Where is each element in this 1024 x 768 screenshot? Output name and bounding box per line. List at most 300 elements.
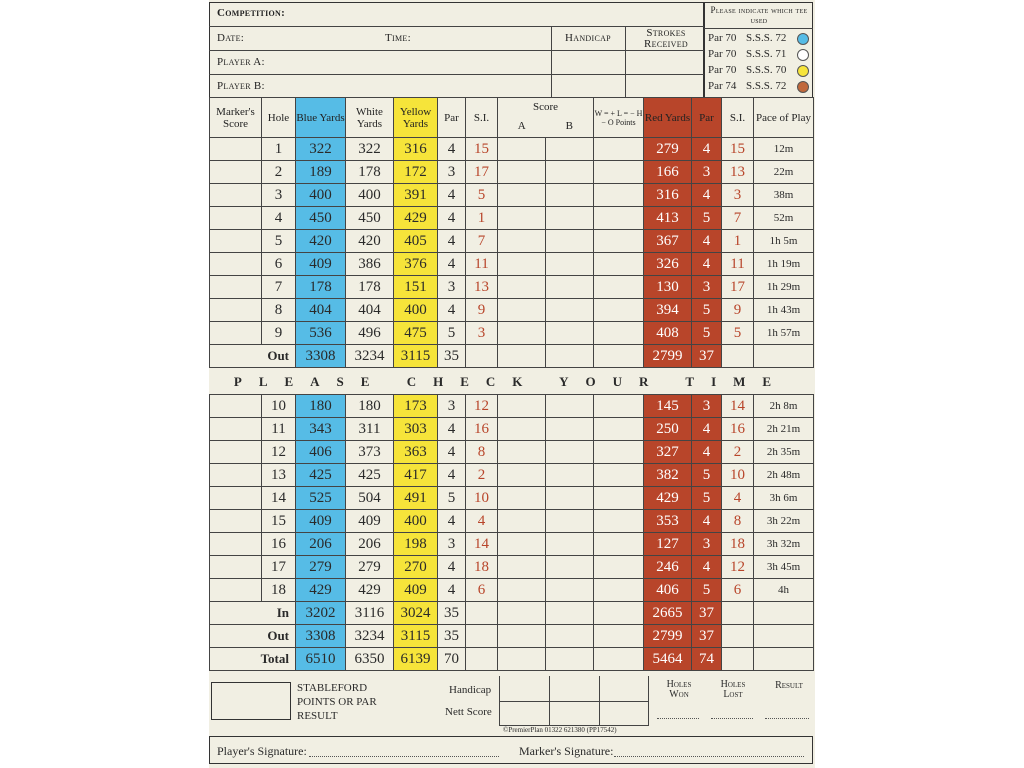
marker-score-cell[interactable]	[210, 207, 262, 230]
score-a-total-cell[interactable]	[498, 602, 546, 625]
marker-score-cell[interactable]	[210, 184, 262, 207]
marker-score-cell[interactable]	[210, 138, 262, 161]
white-yards-cell: 496	[346, 322, 394, 345]
time-field[interactable]	[419, 28, 547, 48]
points-cell[interactable]	[594, 556, 644, 579]
red-si-total-cell	[722, 648, 754, 671]
score-b-cell[interactable]	[546, 556, 594, 579]
pace-of-play-cell: 2h 8m	[754, 395, 814, 418]
points-cell[interactable]	[594, 276, 644, 299]
header-line-3	[209, 74, 704, 75]
red-par-cell: 3	[692, 395, 722, 418]
red-si-total-cell	[722, 345, 754, 368]
score-b-cell[interactable]	[546, 418, 594, 441]
score-a-cell[interactable]	[498, 207, 546, 230]
pace-of-play-cell: 2h 35m	[754, 441, 814, 464]
yellow-yards-cell: 303	[394, 418, 438, 441]
blue-yards-header: Blue Yards	[296, 98, 346, 138]
marker-score-cell[interactable]	[210, 299, 262, 322]
yellow-yards-cell: 172	[394, 161, 438, 184]
score-a-cell[interactable]	[498, 253, 546, 276]
stroke-index-cell: 13	[466, 276, 498, 299]
red-par-cell: 3	[692, 533, 722, 556]
pace-of-play-cell: 1h 29m	[754, 276, 814, 299]
red-stroke-index-cell: 14	[722, 395, 754, 418]
white-yards-cell: 504	[346, 487, 394, 510]
red-stroke-index-cell: 17	[722, 276, 754, 299]
handicap-header-label: Handicap	[565, 32, 611, 44]
red-yards-total-cell: 2665	[644, 602, 692, 625]
blue-total-cell: 3202	[296, 602, 346, 625]
score-a-cell[interactable]	[498, 299, 546, 322]
score-b-cell[interactable]	[546, 579, 594, 602]
red-si-total-cell	[722, 602, 754, 625]
points-cell[interactable]	[594, 418, 644, 441]
points-total-cell[interactable]	[594, 345, 644, 368]
points-total-cell[interactable]	[594, 625, 644, 648]
in-total-row	[210, 602, 814, 625]
nett-score-label: Nett Score	[445, 706, 492, 718]
white-yards-cell: 409	[346, 510, 394, 533]
pace-of-play-cell: 1h 19m	[754, 253, 814, 276]
yellow-total-cell: 6139	[394, 648, 438, 671]
points-total-cell[interactable]	[594, 648, 644, 671]
total-spacer	[210, 648, 296, 671]
holes-won-label: Holes Won	[666, 679, 692, 700]
score-b-cell[interactable]	[546, 276, 594, 299]
yellow-yards-cell: 475	[394, 322, 438, 345]
score-b-cell[interactable]	[546, 533, 594, 556]
blue-yards-cell: 406	[296, 441, 346, 464]
red-yards-total-cell: 5464	[644, 648, 692, 671]
printer-credit: ©PremierPlan 01322 621380 (PP17542)	[503, 726, 617, 734]
header-vline-1	[551, 26, 552, 98]
points-cell[interactable]	[594, 322, 644, 345]
points-cell[interactable]	[594, 299, 644, 322]
hole-row	[210, 161, 814, 184]
red-yards-cell: 413	[644, 207, 692, 230]
tee-row-blue[interactable]	[706, 30, 812, 46]
red-par-cell: 4	[692, 418, 722, 441]
marker-score-cell[interactable]	[210, 533, 262, 556]
score-a-cell[interactable]	[498, 487, 546, 510]
points-cell[interactable]	[594, 441, 644, 464]
score-a-cell[interactable]	[498, 276, 546, 299]
hole-number: 15	[262, 510, 296, 533]
blue-total-cell: 3308	[296, 625, 346, 648]
tee-title-divider	[704, 28, 813, 29]
blue-yards-cell: 525	[296, 487, 346, 510]
yellow-yards-cell: 270	[394, 556, 438, 579]
out-total-row	[210, 345, 814, 368]
red-yards-total-cell: 2799	[644, 345, 692, 368]
red-par-cell: 3	[692, 276, 722, 299]
hole-number: 6	[262, 253, 296, 276]
competition-field[interactable]	[299, 4, 699, 24]
points-cell[interactable]	[594, 138, 644, 161]
score-a-total-cell[interactable]	[498, 648, 546, 671]
hole-row	[210, 299, 814, 322]
pace-of-play-cell: 22m	[754, 161, 814, 184]
pace-of-play-cell: 2h 48m	[754, 464, 814, 487]
column-header-row	[210, 98, 814, 138]
header-vline-2	[625, 26, 626, 98]
si-total-cell	[466, 602, 498, 625]
total-label: Out	[267, 627, 289, 643]
red-yards-cell: 250	[644, 418, 692, 441]
white-total-cell: 3234	[346, 625, 394, 648]
stroke-index-cell: 9	[466, 299, 498, 322]
yellow-tee-dot-icon	[797, 65, 809, 77]
score-b-total-cell[interactable]	[546, 345, 594, 368]
white-total-cell: 3234	[346, 345, 394, 368]
par-cell: 4	[438, 299, 466, 322]
pace-of-play-cell: 3h 22m	[754, 510, 814, 533]
score-a-cell[interactable]	[498, 138, 546, 161]
par-cell: 4	[438, 579, 466, 602]
score-b-cell[interactable]	[546, 207, 594, 230]
red-stroke-index-cell: 3	[722, 184, 754, 207]
white-tee-dot-icon	[797, 49, 809, 61]
red-tee-dot-icon	[797, 81, 809, 93]
score-header	[498, 98, 594, 138]
white-yards-cell: 404	[346, 299, 394, 322]
score-a-cell[interactable]	[498, 579, 546, 602]
red-par-cell: 4	[692, 556, 722, 579]
blue-yards-cell: 536	[296, 322, 346, 345]
red-si-total-cell	[722, 625, 754, 648]
par-total-cell: 35	[438, 625, 466, 648]
hole-row	[210, 395, 814, 418]
yellow-yards-cell: 173	[394, 395, 438, 418]
score-b-total-cell[interactable]	[546, 625, 594, 648]
score-a-cell[interactable]	[498, 464, 546, 487]
white-yards-cell: 180	[346, 395, 394, 418]
white-yards-cell: 425	[346, 464, 394, 487]
stableford-box[interactable]	[211, 682, 291, 720]
date-field[interactable]	[259, 28, 379, 48]
score-a-cell[interactable]	[498, 418, 546, 441]
score-b-total-cell[interactable]	[546, 602, 594, 625]
pace-of-play-cell: 3h 32m	[754, 533, 814, 556]
par-total-cell: 35	[438, 602, 466, 625]
hole-number: 16	[262, 533, 296, 556]
hole-row	[210, 418, 814, 441]
points-cell[interactable]	[594, 207, 644, 230]
hole-number: 10	[262, 395, 296, 418]
result-field[interactable]	[765, 718, 809, 719]
pace-total-cell	[754, 648, 814, 671]
red-yards-cell: 367	[644, 230, 692, 253]
score-a-cell[interactable]	[498, 510, 546, 533]
nett-score-b-field[interactable]	[550, 702, 598, 725]
red-stroke-index-cell: 9	[722, 299, 754, 322]
blue-yards-cell: 404	[296, 299, 346, 322]
red-stroke-index-cell: 8	[722, 510, 754, 533]
red-yards-cell: 279	[644, 138, 692, 161]
score-b-cell[interactable]	[546, 299, 594, 322]
points-cell[interactable]	[594, 510, 644, 533]
handicap-a-field[interactable]	[500, 677, 548, 700]
marker-score-cell[interactable]	[210, 464, 262, 487]
points-total-cell[interactable]	[594, 602, 644, 625]
stableford-label: STABLEFORD POINTS OR PAR RESULT	[297, 682, 377, 722]
yellow-yards-cell: 316	[394, 138, 438, 161]
par-cell: 5	[438, 487, 466, 510]
score-b-cell[interactable]	[546, 230, 594, 253]
marker-score-cell[interactable]	[210, 161, 262, 184]
yellow-yards-cell: 409	[394, 579, 438, 602]
red-yards-cell: 408	[644, 322, 692, 345]
score-a-cell[interactable]	[498, 184, 546, 207]
pace-of-play-cell: 52m	[754, 207, 814, 230]
score-a-cell[interactable]	[498, 556, 546, 579]
points-cell[interactable]	[594, 253, 644, 276]
red-par-header: Par	[692, 98, 722, 138]
marker-score-header: Marker's Score	[210, 98, 262, 138]
marker-score-cell[interactable]	[210, 395, 262, 418]
hole-row	[210, 322, 814, 345]
red-stroke-index-cell: 6	[722, 579, 754, 602]
red-yards-cell: 406	[644, 579, 692, 602]
stroke-index-cell: 12	[466, 395, 498, 418]
hole-number: 8	[262, 299, 296, 322]
hole-row	[210, 230, 814, 253]
marker-score-cell[interactable]	[210, 253, 262, 276]
hole-number: 12	[262, 441, 296, 464]
holes-lost-field[interactable]	[711, 718, 753, 719]
red-yards-cell: 246	[644, 556, 692, 579]
player-a-label: Player A:	[217, 56, 265, 68]
holes-lost-label: Holes Lost	[720, 679, 746, 700]
par-cell: 5	[438, 322, 466, 345]
total-spacer	[210, 602, 296, 625]
stroke-index-cell: 8	[466, 441, 498, 464]
red-par-cell: 4	[692, 510, 722, 533]
blue-tee-dot-icon	[797, 33, 809, 45]
marker-score-cell[interactable]	[210, 441, 262, 464]
handicap-footer-label: Handicap	[449, 684, 492, 696]
score-a-total-cell[interactable]	[498, 625, 546, 648]
red-par-cell: 4	[692, 138, 722, 161]
white-yards-cell: 373	[346, 441, 394, 464]
points-cell[interactable]	[594, 533, 644, 556]
score-a-header: A	[517, 120, 526, 132]
red-yards-cell: 429	[644, 487, 692, 510]
marker-score-cell[interactable]	[210, 556, 262, 579]
holes-won-field[interactable]	[657, 718, 699, 719]
score-a-total-cell[interactable]	[498, 345, 546, 368]
red-stroke-index-cell: 13	[722, 161, 754, 184]
score-b-cell[interactable]	[546, 464, 594, 487]
score-b-cell[interactable]	[546, 395, 594, 418]
points-cell[interactable]	[594, 184, 644, 207]
red-stroke-index-cell: 1	[722, 230, 754, 253]
par-cell: 3	[438, 395, 466, 418]
hole-number: 3	[262, 184, 296, 207]
blue-yards-cell: 409	[296, 510, 346, 533]
marker-score-cell[interactable]	[210, 579, 262, 602]
red-par-cell: 5	[692, 464, 722, 487]
hole-row	[210, 579, 814, 602]
hole-number: 11	[262, 418, 296, 441]
marker-score-cell[interactable]	[210, 487, 262, 510]
stroke-index-cell: 1	[466, 207, 498, 230]
white-total-cell: 6350	[346, 648, 394, 671]
marker-score-cell[interactable]	[210, 510, 262, 533]
total-label: Out	[267, 347, 289, 363]
score-a-cell[interactable]	[498, 230, 546, 253]
score-b-cell[interactable]	[546, 322, 594, 345]
points-cell[interactable]	[594, 487, 644, 510]
marker-score-cell[interactable]	[210, 230, 262, 253]
red-par-cell: 5	[692, 207, 722, 230]
pace-of-play-cell: 3h 6m	[754, 487, 814, 510]
red-yards-cell: 127	[644, 533, 692, 556]
yellow-yards-cell: 491	[394, 487, 438, 510]
score-a-cell[interactable]	[498, 322, 546, 345]
total-spacer	[210, 345, 296, 368]
white-total-cell: 3116	[346, 602, 394, 625]
par-cell: 3	[438, 276, 466, 299]
marker-score-cell[interactable]	[210, 418, 262, 441]
points-cell[interactable]	[594, 579, 644, 602]
pace-of-play-cell: 3h 45m	[754, 556, 814, 579]
red-par-cell: 4	[692, 253, 722, 276]
score-b-cell[interactable]	[546, 253, 594, 276]
red-par-total-cell: 37	[692, 625, 722, 648]
red-stroke-index-cell: 16	[722, 418, 754, 441]
par-header: Par	[438, 98, 466, 138]
result-label: Result	[775, 680, 803, 691]
score-b-total-cell[interactable]	[546, 648, 594, 671]
nett-score-a-field[interactable]	[500, 702, 548, 725]
blue-yards-cell: 279	[296, 556, 346, 579]
marker-score-cell[interactable]	[210, 322, 262, 345]
yellow-total-cell: 3115	[394, 345, 438, 368]
total-spacer	[210, 625, 296, 648]
stroke-index-cell: 6	[466, 579, 498, 602]
hole-row	[210, 253, 814, 276]
points-cell[interactable]	[594, 230, 644, 253]
si-total-cell	[466, 345, 498, 368]
player-b-field[interactable]	[279, 76, 547, 96]
player-signature-field[interactable]	[309, 756, 499, 757]
blue-yards-cell: 343	[296, 418, 346, 441]
marker-score-cell[interactable]	[210, 276, 262, 299]
tee-row-white[interactable]	[706, 46, 812, 62]
red-yards-header: Red Yards	[644, 98, 692, 138]
red-si-header: S.I.	[722, 98, 754, 138]
white-yards-header: White Yards	[346, 98, 394, 138]
score-b-cell[interactable]	[546, 441, 594, 464]
points-cell[interactable]	[594, 464, 644, 487]
hole-number: 18	[262, 579, 296, 602]
red-stroke-index-cell: 15	[722, 138, 754, 161]
stroke-index-cell: 5	[466, 184, 498, 207]
white-yards-cell: 322	[346, 138, 394, 161]
hole-row	[210, 464, 814, 487]
score-b-cell[interactable]	[546, 184, 594, 207]
stroke-index-cell: 18	[466, 556, 498, 579]
par-cell: 4	[438, 138, 466, 161]
par-cell: 4	[438, 464, 466, 487]
hole-row	[210, 441, 814, 464]
score-b-cell[interactable]	[546, 138, 594, 161]
score-a-cell[interactable]	[498, 395, 546, 418]
strokes-received-label: Strokes Received	[644, 27, 688, 50]
points-cell[interactable]	[594, 161, 644, 184]
yellow-yards-cell: 405	[394, 230, 438, 253]
red-stroke-index-cell: 2	[722, 441, 754, 464]
score-b-cell[interactable]	[546, 487, 594, 510]
hole-number: 17	[262, 556, 296, 579]
tee-row-red[interactable]	[706, 78, 812, 94]
blue-total-cell: 3308	[296, 345, 346, 368]
hole-number: 4	[262, 207, 296, 230]
date-label: Date:	[217, 32, 245, 44]
marker-signature-field[interactable]	[614, 756, 804, 757]
score-a-cell[interactable]	[498, 161, 546, 184]
back-nine-table	[209, 394, 814, 671]
player-a-field[interactable]	[279, 52, 547, 72]
red-par-total-cell: 37	[692, 345, 722, 368]
red-par-cell: 5	[692, 487, 722, 510]
white-yards-cell: 311	[346, 418, 394, 441]
stroke-index-cell: 2	[466, 464, 498, 487]
header-line-2	[209, 50, 704, 51]
handicap-b-field[interactable]	[550, 677, 598, 700]
stroke-index-cell: 17	[466, 161, 498, 184]
stroke-index-cell: 3	[466, 322, 498, 345]
white-yards-cell: 279	[346, 556, 394, 579]
player-b-label: Player B:	[217, 80, 265, 92]
score-b-cell[interactable]	[546, 161, 594, 184]
blue-yards-cell: 400	[296, 184, 346, 207]
hole-row	[210, 533, 814, 556]
white-yards-cell: 206	[346, 533, 394, 556]
red-yards-cell: 130	[644, 276, 692, 299]
par-cell: 4	[438, 441, 466, 464]
score-header-label: Score	[532, 101, 559, 113]
blue-yards-cell: 322	[296, 138, 346, 161]
check-time-banner: PLEASE CHECK YOUR TIME	[233, 374, 789, 389]
marker-signature-label: Marker's Signature:	[519, 744, 614, 758]
pace-of-play-cell: 2h 21m	[754, 418, 814, 441]
yellow-yards-cell: 400	[394, 299, 438, 322]
tee-sss: S.S.S. 72	[746, 32, 787, 44]
white-yards-cell: 420	[346, 230, 394, 253]
red-par-cell: 4	[692, 230, 722, 253]
yellow-yards-cell: 417	[394, 464, 438, 487]
hole-number: 14	[262, 487, 296, 510]
par-cell: 4	[438, 207, 466, 230]
yellow-total-cell: 3115	[394, 625, 438, 648]
score-b-cell[interactable]	[546, 510, 594, 533]
score-a-cell[interactable]	[498, 533, 546, 556]
tee-row-yellow[interactable]	[706, 62, 812, 78]
pace-total-cell	[754, 625, 814, 648]
red-stroke-index-cell: 5	[722, 322, 754, 345]
red-par-total-cell: 37	[692, 602, 722, 625]
hole-row	[210, 276, 814, 299]
points-cell[interactable]	[594, 395, 644, 418]
par-total-cell: 70	[438, 648, 466, 671]
yellow-yards-cell: 151	[394, 276, 438, 299]
total-label: Total	[260, 650, 289, 666]
si-total-cell	[466, 625, 498, 648]
score-a-cell[interactable]	[498, 441, 546, 464]
